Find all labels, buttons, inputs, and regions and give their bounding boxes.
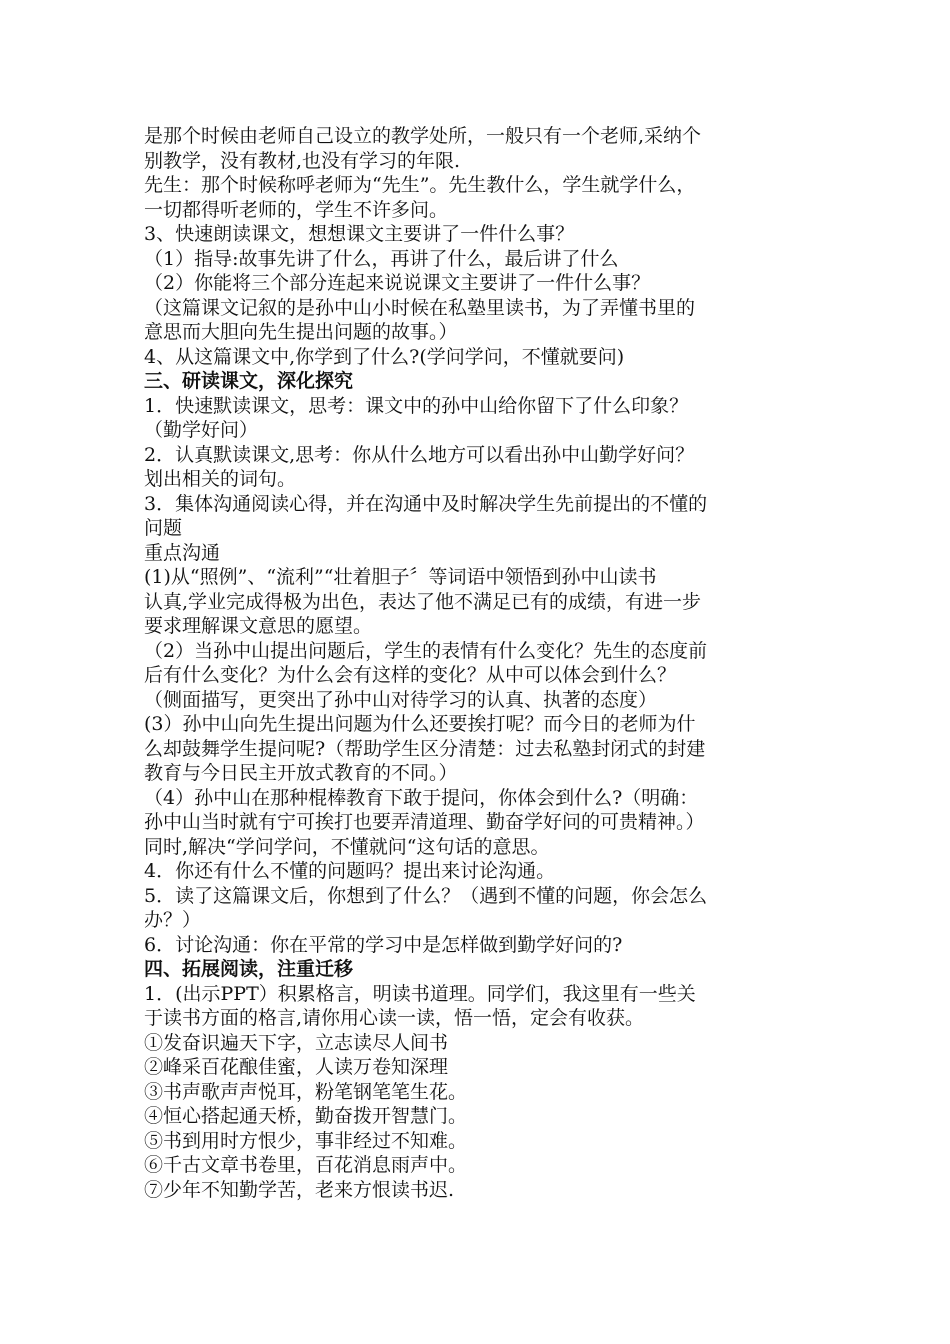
text-line: 后有什么变化？为什么会有这样的变化？从中可以体会到什么？ [144, 664, 677, 686]
text-line: 是那个时候由老师自己设立的教学处所，一般只有一个老师,采纳个 [144, 125, 702, 147]
text-line: ②峰采百花酿佳蜜，人读万卷知深理 [144, 1056, 449, 1078]
text-line: ④恒心搭起通天桥，勤奋拨开智慧门。 [144, 1105, 468, 1127]
text-line: 意思而大胆向先生提出问题的故事。） [144, 321, 458, 343]
text-line: 4．你还有什么不懂的问题吗？提出来讨论沟通。 [144, 860, 556, 882]
text-line: 教育与今日民主开放式教育的不同。） [144, 762, 458, 784]
document-page [144, 124, 824, 1202]
text-line: (1)从“照例”、“流利”“壮着胆子〞等词语中领悟到孙中山读书 [144, 566, 657, 588]
text-line: （这篇课文记叙的是孙中山小时候在私塾里读书，为了弄懂书里的 [144, 296, 696, 319]
text-line: 4、从这篇课文中,你学到了什么?(学问学问，不懂就要问) [144, 345, 625, 368]
text-line: 别教学，没有教材,也没有学习的年限. [144, 149, 461, 172]
text-line: ⑥千古文章书卷里，百花消息雨声中。 [144, 1154, 468, 1176]
section-heading: 三、研读课文，深化探究 [144, 370, 354, 392]
text-line: 3、快速朗读课文，想想课文主要讲了一件什么事？ [144, 223, 575, 245]
text-line: 问题 [144, 517, 183, 539]
text-line: 办？） [144, 909, 202, 931]
text-line: 2．认真默读课文,思考：你从什么地方可以看出孙中山勤学好问？ [144, 443, 695, 466]
document-body [144, 124, 824, 1202]
text-line: （2）当孙中山提出问题后，学生的表情有什么变化？先生的态度前 [144, 639, 708, 662]
text-line: （侧面描写，更突出了孙中山对待学习的认真、执著的态度） [144, 688, 658, 711]
text-line: 先生：那个时候称呼老师为“先生”。先生教什么，学生就学什么， [144, 174, 696, 196]
text-line: 同时,解决“学问学问，不懂就问“这句话的意思。 [144, 835, 550, 858]
text-line: （4）孙中山在那种棍棒教育下敢于提问，你体会到什么?（明确： [144, 786, 699, 809]
text-line: （勤学好问） [144, 419, 259, 441]
text-line: 5．读了这篇课文后，你想到了什么？（遇到不懂的问题，你会怎么 [144, 884, 708, 907]
text-line: ⑦少年不知勤学苦，老来方恨读书迟. [144, 1178, 455, 1201]
text-line: 1．快速默读课文，思考：课文中的孙中山给你留下了什么印象？ [144, 394, 689, 417]
text-line: 要求理解课文意思的愿望。 [144, 615, 373, 637]
text-line: (3）孙中山向先生提出问题为什么还要挨打呢？而今日的老师为什 [144, 713, 696, 735]
text-line: 3．集体沟通阅读心得，并在沟通中及时解决学生先前提出的不懂的 [144, 492, 708, 515]
text-line: 1．(出示PPT）积累格言，明读书道理。同学们，我这里有一些关 [144, 982, 696, 1005]
text-line: （2）你能将三个部分连起来说说课文主要讲了一件什么事？ [144, 272, 651, 294]
text-line: 划出相关的词句。 [144, 468, 297, 490]
text-line: 一切都得听老师的，学生不许多问。 [144, 198, 449, 221]
text-line: ③书声歌声声悦耳，粉笔钢笔笔生花。 [144, 1080, 468, 1103]
text-line: ①发奋识遍天下字，立志读尽人间书 [144, 1031, 449, 1054]
text-line: 认真,学业完成得极为出色，表达了他不满足已有的成绩，有进一步 [144, 590, 702, 613]
text-line: 么却鼓舞学生提问呢?（帮助学生区分清楚：过去私塾封闭式的封建 [144, 737, 706, 760]
text-line: 孙中山当时就有宁可挨打也要弄清道理、勤奋学好问的可贵精神。） [144, 811, 705, 833]
text-line: （1）指导:故事先讲了什么，再讲了什么，最后讲了什么 [144, 247, 619, 270]
text-line: ⑤书到用时方恨少，事非经过不知难。 [144, 1129, 468, 1152]
text-line: 6．讨论沟通：你在平常的学习中是怎样做到勤学好问的? [144, 933, 623, 956]
text-line: 重点沟通 [144, 541, 221, 564]
section-heading: 四、拓展阅读，注重迁移 [144, 958, 354, 980]
text-line: 于读书方面的格言,请你用心读一读，悟一悟，定会有收获。 [144, 1007, 645, 1029]
